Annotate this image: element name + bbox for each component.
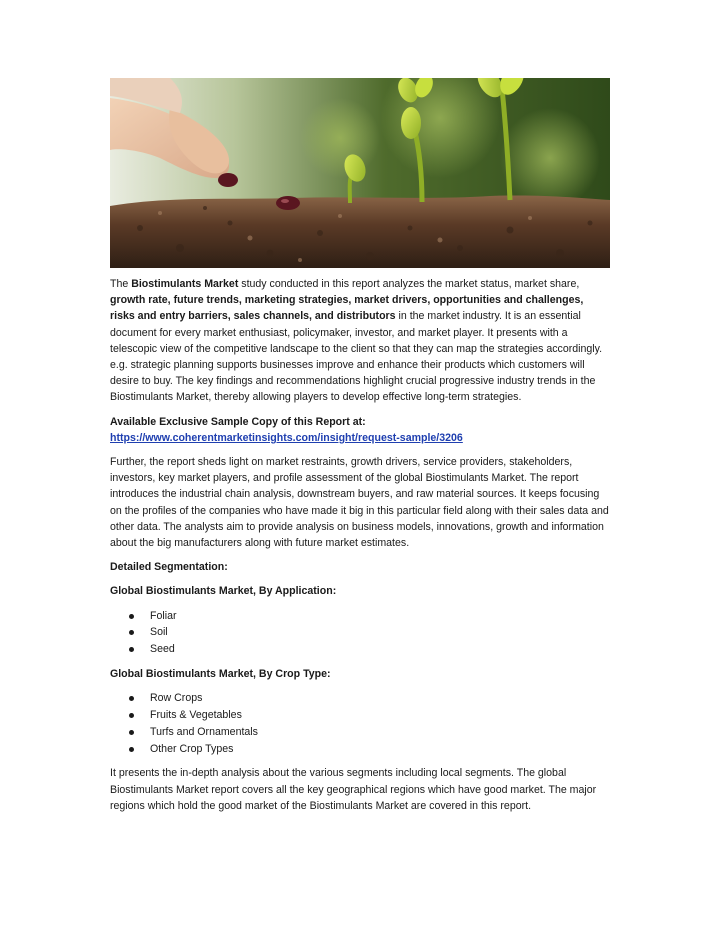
list-item (110, 707, 610, 724)
list-item-label: Other Crop Types (150, 742, 234, 755)
segmentation-heading: Detailed Segmentation: (110, 561, 228, 574)
bullet-icon (129, 630, 134, 635)
intro-paragraph (110, 276, 610, 406)
list-item-label: Turfs and Ornamentals (150, 725, 258, 738)
bullet-icon (129, 747, 134, 752)
bullet-icon (129, 713, 134, 718)
list-item (110, 690, 610, 707)
hero-image-seedlings (110, 78, 610, 268)
intro-text-e: in the market industry. It is an essential document for every market enthusiast, policymaker, investor, and market player. It presents with a telescopic view of the competitive landscape to the client so that they can map the strategies accordingly. e.g. strategic planning supports businesses improve and enhance their products which customers will desire to buy. The key findings and recommendations highlight crucial progressive industry trends in the Biostimulants Market, thereby allowing players to develop effective long-term strategies. (110, 310, 603, 404)
list-item (110, 608, 610, 625)
bullet-icon (129, 696, 134, 701)
list-item (110, 741, 610, 758)
bullet-icon (129, 730, 134, 735)
bullet-icon (129, 647, 134, 652)
by-application-heading: Global Biostimulants Market, By Application: (110, 585, 337, 598)
list-item (110, 724, 610, 741)
document-page (110, 78, 610, 822)
intro-text-c: study conducted in this report analyzes the market status, market share, (238, 278, 580, 290)
intro-market-name: Biostimulants Market (131, 278, 239, 290)
list-item-label: Row Crops (150, 692, 203, 705)
list-item-label: Soil (150, 626, 168, 639)
application-list (110, 608, 610, 658)
crop-type-list (110, 690, 610, 757)
sample-label: Available Exclusive Sample Copy of this Report at: (110, 415, 366, 428)
list-item (110, 624, 610, 641)
by-crop-heading: Global Biostimulants Market, By Crop Type: (110, 668, 331, 681)
seedling-photo (110, 78, 610, 268)
sample-block (110, 414, 610, 446)
bullet-icon (129, 614, 134, 619)
further-paragraph: Further, the report sheds light on market restraints, growth drivers, service providers, stakeholders, investors, key market players, and profile assessment of the global Biostimulants Market. The report introduces the industrial chain analysis, downstream buyers, and raw material sources. It keeps focusing on the profiles of the companies who have made it big in this particular field along with their sales data and other data. The analysts aim to provide analysis on business models, innovations, growth and information about the big manufacturers along with future market estimates. (110, 456, 609, 550)
list-item-label: Fruits & Vegetables (150, 709, 242, 722)
sample-request-link[interactable]: https://www.coherentmarketinsights.com/insight/request-sample/3206 (110, 431, 463, 444)
intro-text-a: The (110, 278, 132, 290)
list-item-label: Foliar (150, 609, 177, 622)
list-item-label: Seed (150, 643, 175, 656)
list-item (110, 641, 610, 658)
intro-key-topics: growth rate, future trends, marketing strategies, market drivers, opportunities and challenges, risks and entry barriers, sales channels, and distributors (110, 294, 584, 323)
closing-paragraph: It presents the in-depth analysis about the various segments including local segments. The global Biostimulants Market report covers all the key geographical regions which have good market. The major regions which hold the good market of the Biostimulants Market are covered in this report. (110, 767, 597, 812)
